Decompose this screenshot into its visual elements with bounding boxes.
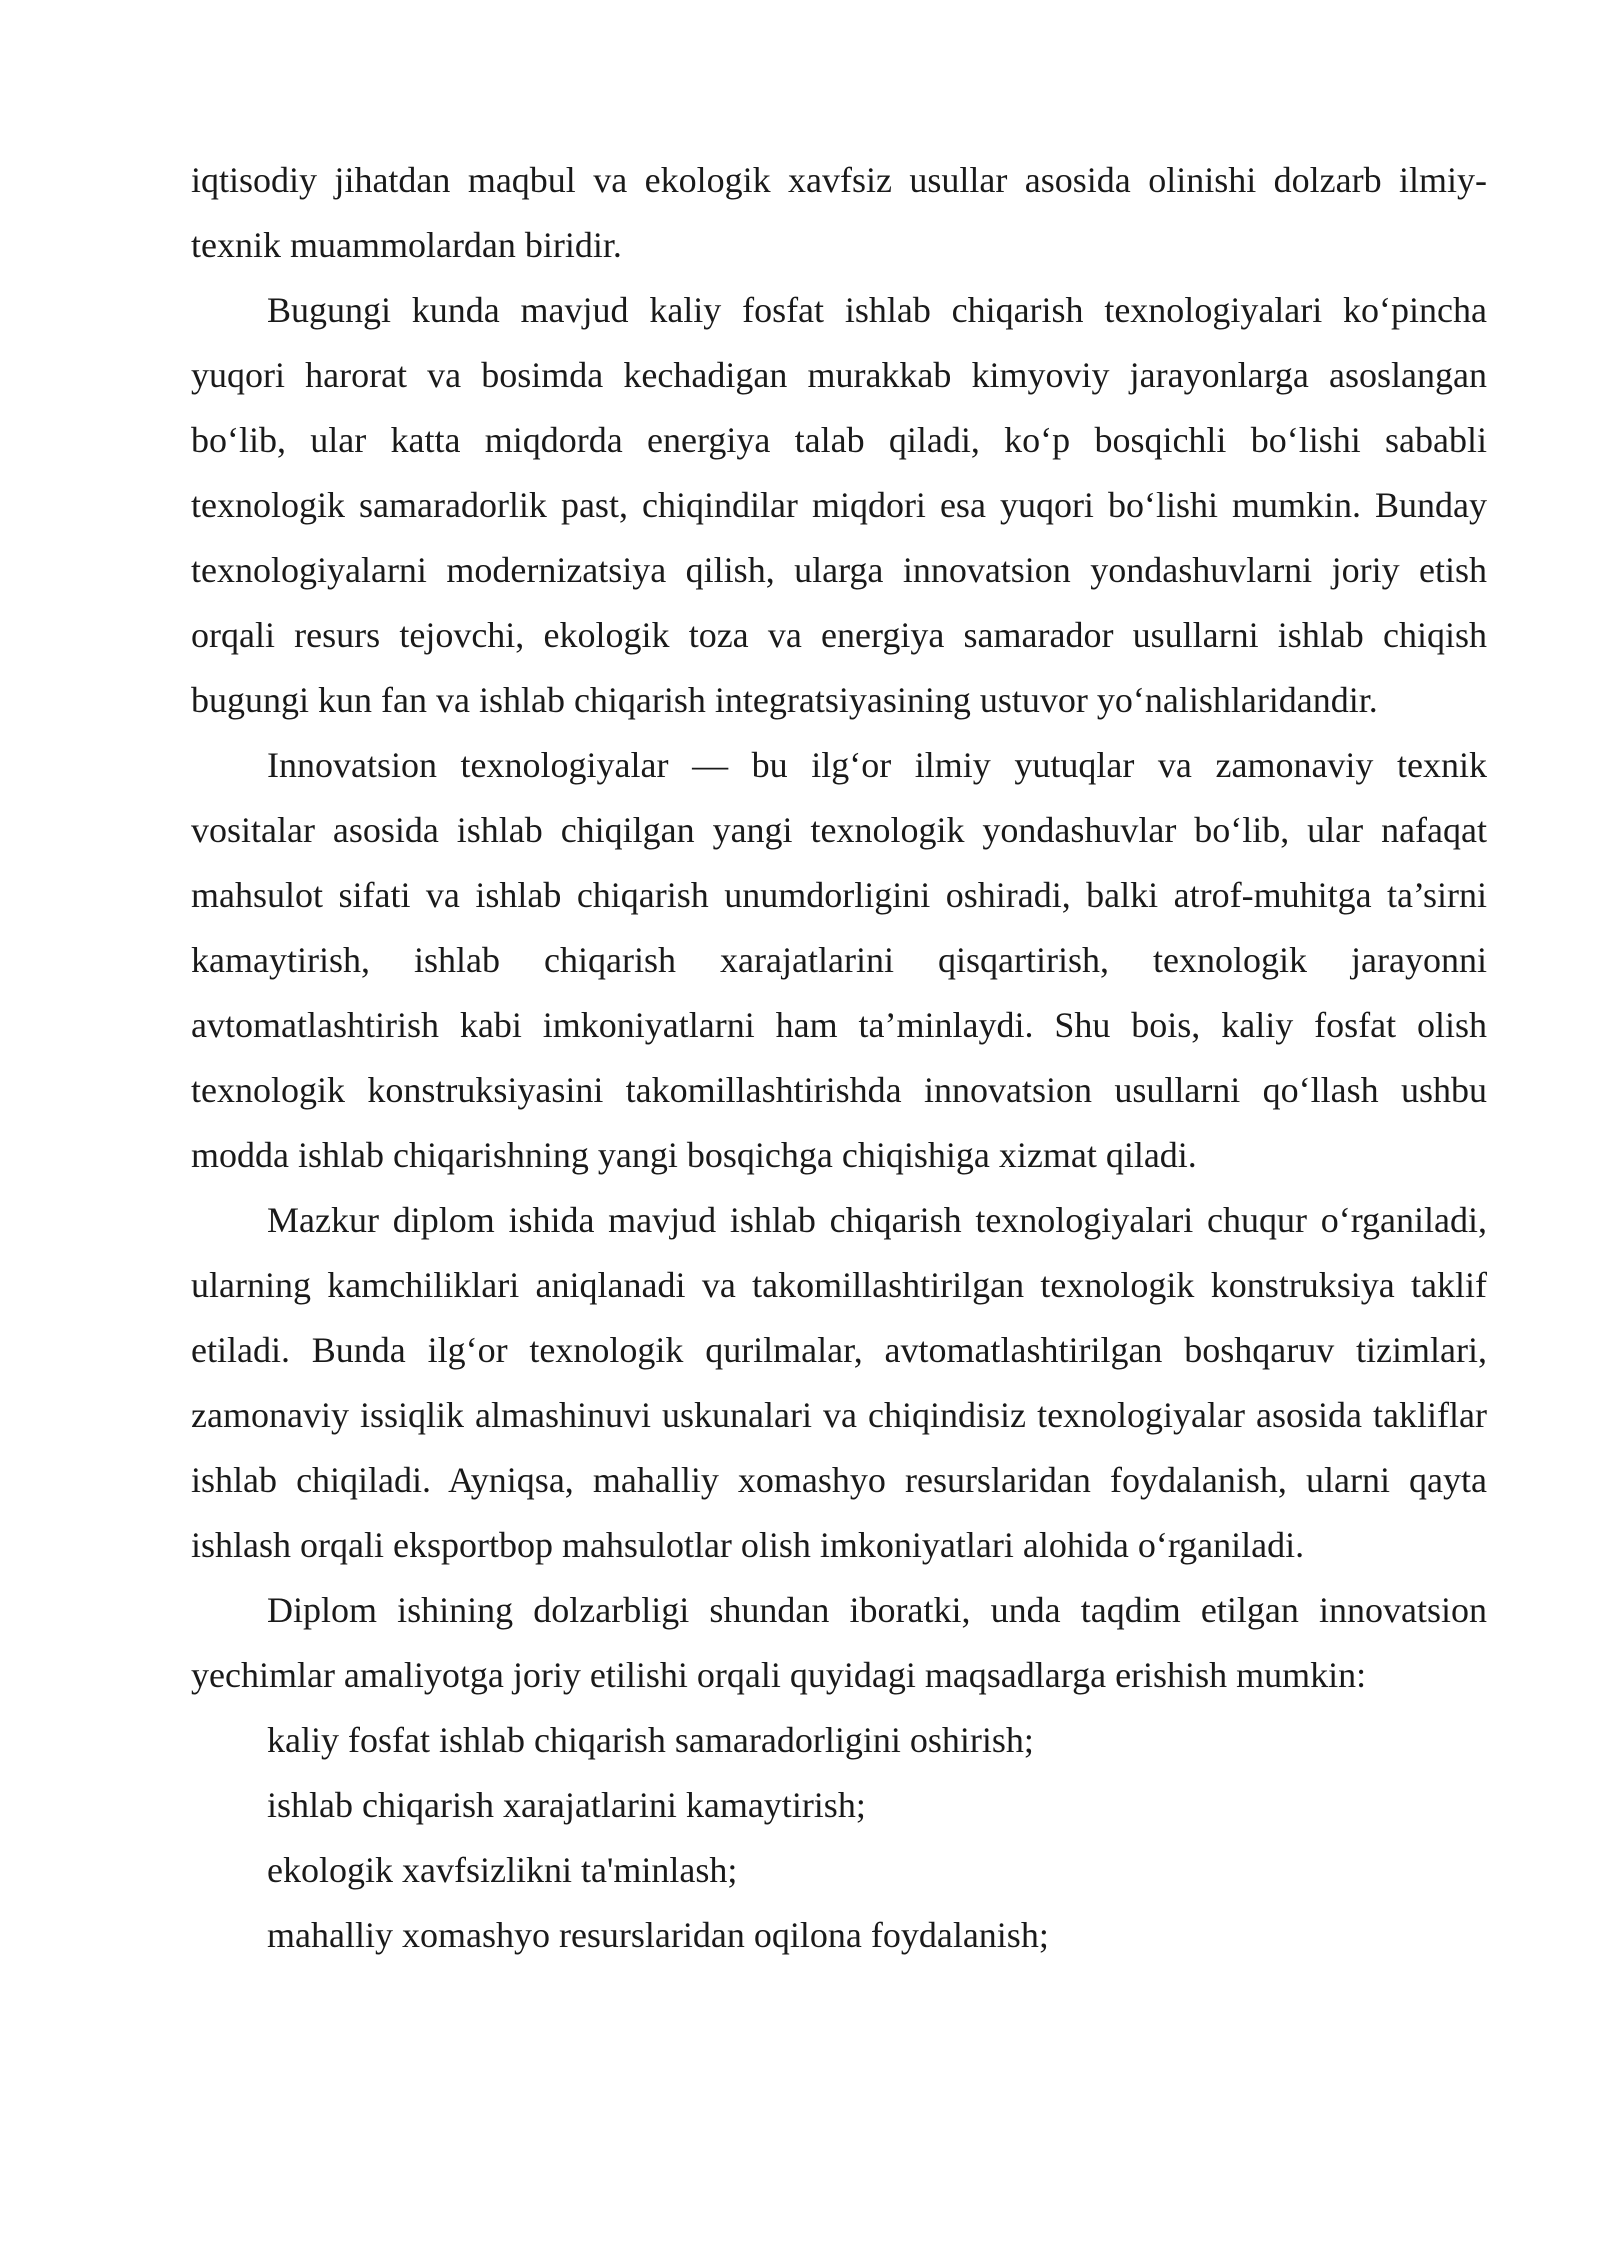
paragraph-innovative-technologies: Innovatsion texnologiyalar — bu ilg‘or ilmiy yutuqlar va zamonaviy texnik vositalar asosida ishlab chiqilgan yangi texnologik yondashuvlar bo‘lib, ular nafaqat mahsulot sifati va ishlab chiqarish unumdorligini oshiradi, balki atrof-muhitga ta’sirni kamaytirish, ishlab chiqarish xarajatlarini qisqartirish, texnologik jarayonni avtomatlashtirish kabi imkoniyatlarni ham ta’minlaydi. Shu bois, kaliy fosfat olish texnologik konstruksiyasini takomillashtirishda innovatsion usullarni qo‘llash ushbu modda ishlab chiqarishning yangi bosqichga chiqishiga xizmat qiladi. (191, 745, 1487, 1175)
list-item: ishlab chiqarish xarajatlarini kamaytirish; (267, 1785, 866, 1825)
document-page (191, 148, 1487, 1968)
list-item: mahalliy xomashyo resurslaridan oqilona foydalanish; (267, 1915, 1049, 1955)
goals-list (191, 1708, 1487, 1968)
list-item: kaliy fosfat ishlab chiqarish samaradorligini oshirish; (267, 1720, 1034, 1760)
paragraph-diploma-scope: Mazkur diplom ishida mavjud ishlab chiqarish texnologiyalari chuqur o‘rganiladi, ularning kamchiliklari aniqlanadi va takomillashtirilgan texnologik konstruksiya taklif etiladi. Bunda ilg‘or texnologik qurilmalar, avtomatlashtirilgan boshqaruv tizimlari, zamonaviy issiqlik almashinuvi uskunalari va chiqindisiz texnologiyalar asosida takliflar ishlab chiqiladi. Ayniqsa, mahalliy xomashyo resurslaridan foydalanish, ularni qayta ishlash orqali eksportbop mahsulotlar olish imkoniyatlari alohida o‘rganiladi. (191, 1200, 1487, 1565)
paragraph-continuation: iqtisodiy jihatdan maqbul va ekologik xavfsiz usullar asosida olinishi dolzarb ilmiy-texnik muammolardan biridir. (191, 160, 1487, 265)
paragraph-current-technologies: Bugungi kunda mavjud kaliy fosfat ishlab chiqarish texnologiyalari ko‘pincha yuqori harorat va bosimda kechadigan murakkab kimyoviy jarayonlarga asoslangan bo‘lib, ular katta miqdorda energiya talab qiladi, ko‘p bosqichli bo‘lishi sababli texnologik samaradorlik past, chiqindilar miqdori esa yuqori bo‘lishi mumkin. Bunday texnologiyalarni modernizatsiya qilish, ularga innovatsion yondashuvlarni joriy etish orqali resurs tejovchi, ekologik toza va energiya samarador usullarni ishlab chiqish bugungi kun fan va ishlab chiqarish integratsiyasining ustuvor yo‘nalishlaridandir. (191, 290, 1487, 720)
list-item: ekologik xavfsizlikni ta'minlash; (267, 1850, 738, 1890)
paragraph-relevance: Diplom ishining dolzarbligi shundan iboratki, unda taqdim etilgan innovatsion yechimlar amaliyotga joriy etilishi orqali quyidagi maqsadlarga erishish mumkin: (191, 1590, 1487, 1695)
